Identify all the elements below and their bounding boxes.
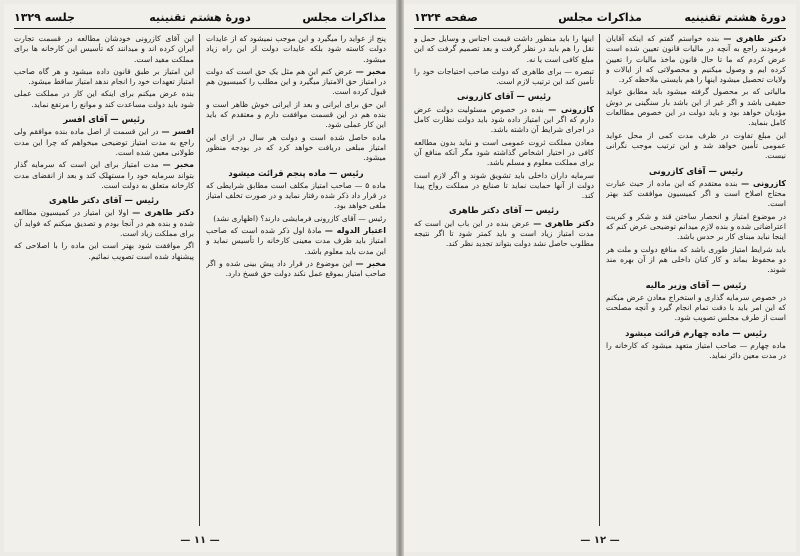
paragraph-text: رئیس — آقای کازرونی فرمایشی دارند؟ (اظهاری نشد) bbox=[213, 213, 386, 223]
paragraph bbox=[14, 208, 194, 239]
speaker-heading: رئیس — آقای کازرونی bbox=[456, 91, 551, 102]
speaker-name: دکتر طاهری — bbox=[132, 208, 194, 218]
header-page-number: صفحه ۱۳۲۴ bbox=[414, 11, 478, 24]
speaker-name: کازرونی — bbox=[548, 104, 594, 114]
columns bbox=[14, 34, 386, 526]
speaker-name: افسر — bbox=[161, 127, 194, 137]
paragraph bbox=[14, 127, 194, 158]
paragraph-text: اولا این امتیاز در کمیسیون مطالعه شده و بنده هم در آنجا بودم و تصدیق میکنم که فواید آن برای مملکت زیاد است. bbox=[14, 208, 194, 239]
paragraph bbox=[606, 131, 786, 162]
header-session: دورهٔ هشتم تقنینیه bbox=[149, 11, 251, 24]
paragraph-text: بنده در خصوص مسئولیت دولت عرض دارم که اگر این امتیاز داده شود باید دولت نظارت کامل در اجرای شرایط آن داشته باشد. bbox=[414, 104, 594, 135]
paragraph bbox=[606, 34, 786, 85]
speaker-name: دکتر طاهری — bbox=[533, 218, 594, 228]
page-header-right bbox=[414, 10, 786, 29]
paragraph bbox=[606, 179, 786, 210]
paragraph bbox=[606, 293, 786, 324]
paragraph bbox=[414, 138, 594, 169]
paragraph-text: عرض بنده در این باب این است که مدت امتیاز زیاد است و باید کمتر شود تا اگر نتیجه مطلوب حاصل نشد دولت بتواند تجدید نظر کند. bbox=[414, 218, 594, 249]
paragraph-text: ماده ۵ — صاحب امتیاز مکلف است مطابق شرایطی که در قرار داد ذکر شده رفتار نماید و در صورت تخلف امتیاز ملغی خواهد بود. bbox=[206, 180, 386, 211]
speaker-heading: رئیس — آقای وزیر مالیه bbox=[645, 279, 747, 290]
paragraph-text: در خصوص سرمایه گذاری و استخراج معادن عرض میکنم که این امر باید با دقت تمام انجام گیرد و آنچه مصلحت است از طرف مجلس تصویب شود. bbox=[606, 292, 786, 323]
paragraph bbox=[606, 341, 786, 362]
header-title: مذاکرات مجلس bbox=[302, 11, 386, 24]
column-rule bbox=[199, 34, 200, 526]
paragraph-text: این مبلغ تفاوت در ظرف مدت کمی از محل عواید عمومی تأمین خواهد شد و این ترتیب موجب نگرانی نیست. bbox=[606, 130, 786, 161]
paragraph-text: تبصره — برای طاهری که دولت صاحب احتیاجات خود را تأمین کند این ترتیب لازم است. bbox=[414, 66, 594, 87]
paragraph-text: سرمایه داران داخلی باید تشویق شوند و اگر لازم است دولت از آنها حمایت نماید تا صنایع در مملکت رواج پیدا کند. bbox=[414, 170, 594, 201]
text-column-left bbox=[14, 34, 194, 526]
paragraph-text: مالیاتی که بر محصول گرفته میشود باید مطابق عواید حقیقی باشد و اگر غیر از این باشد بار سنگینی بر دوش مؤدیان خواهد بود و باید دولت در این خصوص مطالعات کامل بنماید. bbox=[606, 87, 786, 128]
speaker-heading: رئیس — آقای دکتر طاهری bbox=[49, 195, 159, 206]
text-column-right bbox=[206, 34, 386, 526]
paragraph-text: در موضوع امتیاز و انحصار ساختن قند و شکر و کبریت اعتراضاتی شده و بنده لازم میدانم توضیحی عرض کنم که اینجا نباید مبنای کار بر حدس باشد. bbox=[606, 211, 786, 242]
paragraph bbox=[206, 100, 386, 131]
paragraph-text: مادهٔ اول ذکر شده است که صاحب امتیاز باید ظرف مدت معینی کارخانه را تأسیس نماید و این مدت باید معلوم باشد. bbox=[206, 226, 386, 256]
paragraph bbox=[414, 105, 594, 136]
header-title: مذاکرات مجلس bbox=[558, 11, 642, 24]
paragraph bbox=[14, 34, 194, 65]
right-page bbox=[404, 4, 796, 552]
header-session: دورهٔ هشتم تقنینیه bbox=[684, 11, 786, 24]
paragraph-text: مدت امتیاز برای این است که سرمایه گذار بتواند سرمایه خود را مستهلک کند و بعد از انقضای مدت کارخانه متعلق به دولت است. bbox=[14, 160, 194, 190]
paragraph bbox=[206, 133, 386, 164]
paragraph bbox=[14, 160, 194, 191]
paragraph-text: بنده عرض میکنم برای اینکه این کار در مملکت عملی شود باید دولت مساعدت کند و موانع را مرتفع نماید. bbox=[14, 89, 194, 109]
paragraph-text: پنج از عواید را میگیرد و این موجب نمیشود که از عایدات دولت کاسته شود بلکه عایدات دولت از این راه زیاد میشود. bbox=[206, 34, 386, 64]
paragraph-text: در این قسمت از اصل ماده بنده موافقم ولی راجع به مدت امتیاز توضیحی میخواهم که چرا این مدت طولانی معین شده است. bbox=[14, 127, 194, 157]
speaker-name: دکتر طاهری — bbox=[723, 34, 786, 43]
paragraph bbox=[206, 67, 386, 98]
paragraph-text: این موضوع در قرار داد پیش بینی شده و اگر صاحب امتیاز بموقع عمل نکند دولت حق فسخ دارد. bbox=[206, 258, 386, 279]
speaker-heading: رئیس — ماده پنجم قرائت میشود bbox=[228, 167, 364, 178]
paragraph bbox=[606, 245, 786, 276]
book-gutter bbox=[396, 0, 404, 556]
columns bbox=[414, 34, 786, 526]
speaker-heading: رئیس — آقای کازرونی bbox=[648, 165, 743, 176]
speaker-name: کازرونی — bbox=[741, 178, 786, 188]
speaker-name: مخبر — bbox=[355, 66, 386, 76]
paragraph bbox=[206, 259, 386, 280]
text-column-left bbox=[414, 34, 594, 526]
paragraph bbox=[414, 219, 594, 250]
paragraph-text: اینها را باید منظور داشت قیمت اجناس و وسایل حمل و نقل را هم باید در نظر گرفت و بعد تصمیم گرفت که این مبلغ کافی است یا نه. bbox=[414, 34, 594, 64]
speaker-heading: رئیس — ماده چهارم قرائت میشود bbox=[625, 327, 767, 338]
paragraph-text: این حق برای ایرانی و بعد از ایرانی خوش ظاهر است و بنده هم در این قسمت موافقت دارم و معتقدم که باید این کار عملی شود. bbox=[206, 99, 386, 130]
speaker-name: اعتبار الدوله — bbox=[324, 226, 386, 236]
paragraph bbox=[206, 34, 386, 65]
paragraph bbox=[14, 241, 194, 262]
paragraph bbox=[206, 226, 386, 257]
paragraph-text: بنده معتقدم که این ماده از حیث عبارت محتاج اصلاح است و اگر کمیسیون موافقت کند بهتر است. bbox=[606, 178, 786, 209]
paragraph bbox=[206, 214, 386, 224]
paragraph-text: این امتیاز بر طبق قانون داده میشود و هر گاه صاحب امتیاز تعهدات خود را انجام ندهد امتیاز ساقط میشود. bbox=[14, 66, 194, 87]
paragraph bbox=[414, 171, 594, 202]
paragraph-text: باید شرایط امتیاز طوری باشد که منافع دولت و ملت هر دو محفوظ بماند و کار کنان داخلی هم از آن بهره مند شوند. bbox=[606, 244, 786, 275]
paragraph-text: عرض کنم این هم مثل یک حق است که دولت در امتیاز حق الامتیاز میگیرد و این مطلب را کمیسیون هم قبول کرده است. bbox=[206, 66, 386, 97]
column-rule bbox=[599, 34, 600, 526]
paragraph bbox=[414, 67, 594, 88]
paragraph bbox=[414, 34, 594, 65]
paragraph-text: اگر موافقت شود بهتر است این ماده را با اصلاحی که پیشنهاد شده است تصویب نمائیم. bbox=[14, 241, 194, 261]
speaker-heading: رئیس — آقای دکتر طاهری bbox=[449, 205, 559, 216]
paragraph bbox=[606, 212, 786, 243]
speaker-heading: رئیس — آقای افسر bbox=[63, 114, 145, 125]
paragraph-text: این آقای کازرونی خودشان مطالعه در قسمت تجارت ایران کرده اند و میدانند که تأسیس این کارخانه ها برای مملکت مفید است. bbox=[14, 34, 194, 64]
paragraph bbox=[14, 89, 194, 110]
paragraph bbox=[606, 87, 786, 128]
paragraph-text: معادن مملکت ثروت عمومی است و نباید بدون مطالعه کافی در اختیار اشخاص گذاشته شود مگر آنکه منافع آن برای مملکت معلوم و مسلم باشد. bbox=[414, 137, 594, 168]
paragraph bbox=[14, 67, 194, 88]
page-header-left bbox=[14, 10, 386, 29]
paragraph-text: ماده حاصل شده است و دولت هر سال در ازای این امتیاز مبلغی دریافت خواهد کرد که در بودجه منظور میشود. bbox=[206, 132, 386, 163]
header-page-number: جلسه ۱۳۲۹ bbox=[14, 11, 75, 24]
speaker-name: مخبر — bbox=[355, 258, 386, 268]
text-column-right bbox=[606, 34, 786, 526]
left-page bbox=[4, 4, 396, 552]
paragraph-text: ماده چهارم — صاحب امتیاز متعهد میشود که کارخانه را در مدت معین دائر نماید. bbox=[606, 341, 786, 361]
folio: — ۱۱ — bbox=[180, 535, 220, 546]
paragraph bbox=[206, 181, 386, 212]
speaker-name: مخبر — bbox=[162, 160, 194, 170]
paragraph-text: بنده خواستم گفتم که اینکه آقایان فرمودند راجع به آنچه در مالیات قانون تعیین شده است عرض کردم که ما تا حال قانون ماخذ مالیات را تعیین کرده ایم و وصول میکنیم و محصولاتی که از ایالات و ولایات تحصیل میشود اینها را هم بایستی ملاحظه کرد. bbox=[606, 34, 786, 85]
folio: — ۱۲ — bbox=[580, 535, 620, 546]
